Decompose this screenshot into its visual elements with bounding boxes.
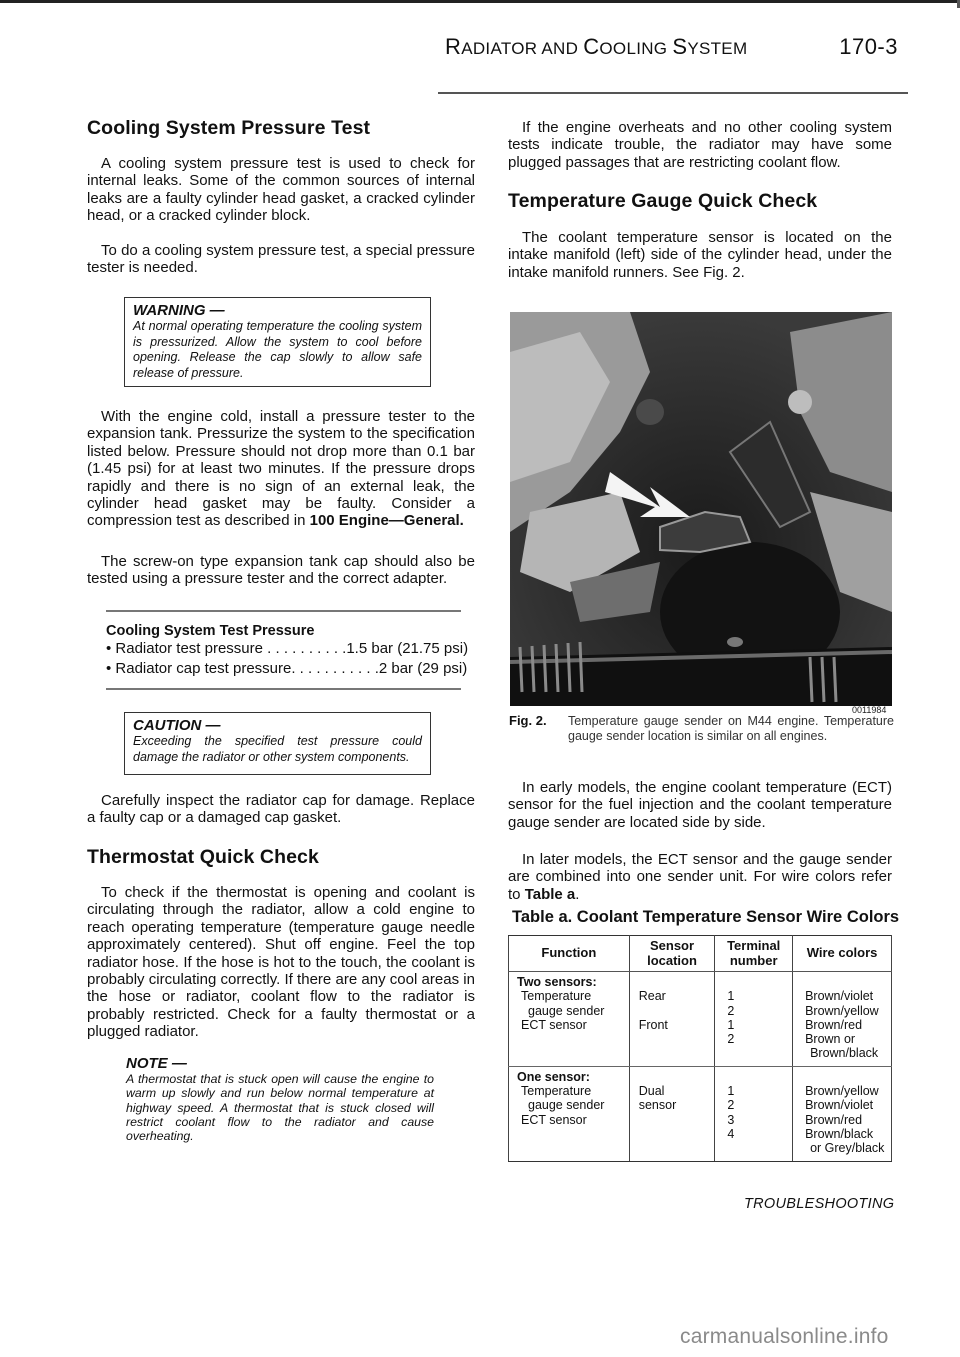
cell-sensor-location: Dual sensor <box>629 1066 715 1161</box>
heading-thermostat-check: Thermostat Quick Check <box>87 846 319 868</box>
table-row-two-sensors <box>509 972 892 1067</box>
cell-terminal-number: 1 2 3 4 <box>715 1066 793 1161</box>
chapter-title: RADIATOR AND COOLING SYSTEM <box>445 34 748 59</box>
figure-caption-text: Temperature gauge sender on M44 engine. Temperature gauge sender location is similar on all engines. <box>568 714 894 743</box>
figure-image-id: 0011984 <box>852 705 887 715</box>
spec-row: • Radiator test pressure . . . . . . . . . . 1.5 bar (21.75 psi) <box>106 640 469 657</box>
cell-terminal-number: 1 2 1 2 <box>715 972 793 1067</box>
column-header-sensor-location: Sensor location <box>629 936 715 972</box>
pressure-test-procedure: With the engine cold, install a pressure tester to the expansion tank. Pressurize the system to the specification listed below. Pressure should not drop more than 0.1 bar (1.45 psi) for at least two minutes. If the pressure drops rapidly and there is no sign of an external leak, the cylinder head gasket may be faulty. Consider a compression test as described in 100 Engine—General. <box>87 408 475 530</box>
warning-text: At normal operating temperature the cooling system is pressurized. Allow the system to cool before opening. Release the cap slowly to allow safe release of pressure. <box>133 319 422 380</box>
column-header-terminal-number: Terminal number <box>715 936 793 972</box>
plugged-radiator-paragraph: If the engine overheats and no other cooling system tests indicate trouble, the radiator may have some plugged passages that are restricting coolant flow. <box>508 119 892 171</box>
table-a-reference: Table a <box>524 885 576 903</box>
pressure-test-intro: A cooling system pressure test is used to check for internal leaks. Some of the common sources of internal leaks are a faulty cylinder head gasket, a cracked cylinder head, or a cracked cylinder block. <box>87 155 475 225</box>
figure-caption <box>509 713 894 743</box>
spec-test-pressure <box>106 610 469 690</box>
note-title: NOTE — <box>126 1055 187 1072</box>
cell-wire-colors: Brown/violet Brown/yellow Brown/red Brown or Brown/black <box>793 972 892 1067</box>
column-header-function: Function <box>509 936 630 972</box>
heading-temperature-gauge-check: Temperature Gauge Quick Check <box>508 190 818 212</box>
engine-photo <box>510 312 892 706</box>
note-text: A thermostat that is stuck open will cause the engine to warm up slowly and run below normal temperature at highway speed. A thermostat that is stuck closed will restrict coolant flow to the radiator and cause overheating. <box>126 1072 434 1144</box>
note-box <box>126 1055 434 1143</box>
table-title: Table a. Coolant Temperature Sensor Wire Colors <box>512 908 900 926</box>
table-row-one-sensor <box>509 1066 892 1161</box>
warning-box <box>124 297 431 387</box>
engine-general-reference: 100 Engine—General. <box>309 512 464 530</box>
cap-test-paragraph: The screw-on type expansion tank cap should also be tested using a pressure tester and the correct adapter. <box>87 553 475 588</box>
header-rule <box>438 92 908 94</box>
footer-section-label: TROUBLESHOOTING <box>744 1196 895 1212</box>
cell-function: Two sensors: Temperature gauge sender ECT sensor <box>509 972 630 1067</box>
top-edge-rule <box>0 0 960 3</box>
page-number: 170-3 <box>839 34 898 59</box>
radiator-cap-inspection: Carefully inspect the radiator cap for damage. Replace a faulty cap or a damaged cap gasket. <box>87 792 475 827</box>
caution-title: CAUTION — <box>133 717 221 734</box>
wire-colors-table <box>508 935 892 1162</box>
cell-wire-colors: Brown/yellow Brown/violet Brown/red Brown/black or Grey/black <box>793 1066 892 1161</box>
early-models-paragraph: In early models, the engine coolant temperature (ECT) sensor for the fuel injection and the coolant temperature gauge sender are located side by side. <box>508 779 892 831</box>
heading-pressure-test: Cooling System Pressure Test <box>87 117 371 139</box>
cell-sensor-location: Rear Front <box>629 972 715 1067</box>
running-header <box>440 30 900 70</box>
figure-label: Fig. 2. <box>509 713 547 728</box>
column-header-wire-colors: Wire colors <box>793 936 892 972</box>
table-header-row <box>509 936 892 972</box>
later-models-paragraph: In later models, the ECT sensor and the gauge sender are combined into one sender unit. For wire colors refer to Table a. <box>508 851 892 903</box>
thermostat-check-paragraph: To check if the thermostat is opening and coolant is circulating through the radiator, allow a cold engine to reach operating temperature (temperature gauge needle approximately centered). Shut off engine. Feel the top radiator hose. If the hose is hot to the touch, the coolant is probably circulating correctly. If there are any cool areas in the hose or radiator, coolant flow to the radiator is probably restricted. Check for a faulty thermostat or a plugged radiator. <box>87 884 475 1041</box>
spec-title: Cooling System Test Pressure <box>106 623 315 639</box>
cell-function: One sensor: Temperature gauge sender ECT sensor <box>509 1066 630 1161</box>
spec-top-rule <box>106 610 461 612</box>
watermark-link[interactable]: carmanualsonline.info <box>680 1325 889 1348</box>
spec-bottom-rule <box>106 688 461 690</box>
warning-title: WARNING — <box>133 302 225 319</box>
gauge-check-paragraph: The coolant temperature sensor is located on the intake manifold (left) side of the cylinder head, under the intake manifold runners. See Fig. 2. <box>508 229 892 281</box>
pressure-test-tester-needed: To do a cooling system pressure test, a special pressure tester is needed. <box>87 242 475 277</box>
spec-row: • Radiator cap test pressure. . . . . . . . . . . 2 bar (29 psi) <box>106 660 468 677</box>
caution-text: Exceeding the specified test pressure could damage the radiator or other system components. <box>133 734 422 764</box>
caution-box <box>124 712 431 775</box>
